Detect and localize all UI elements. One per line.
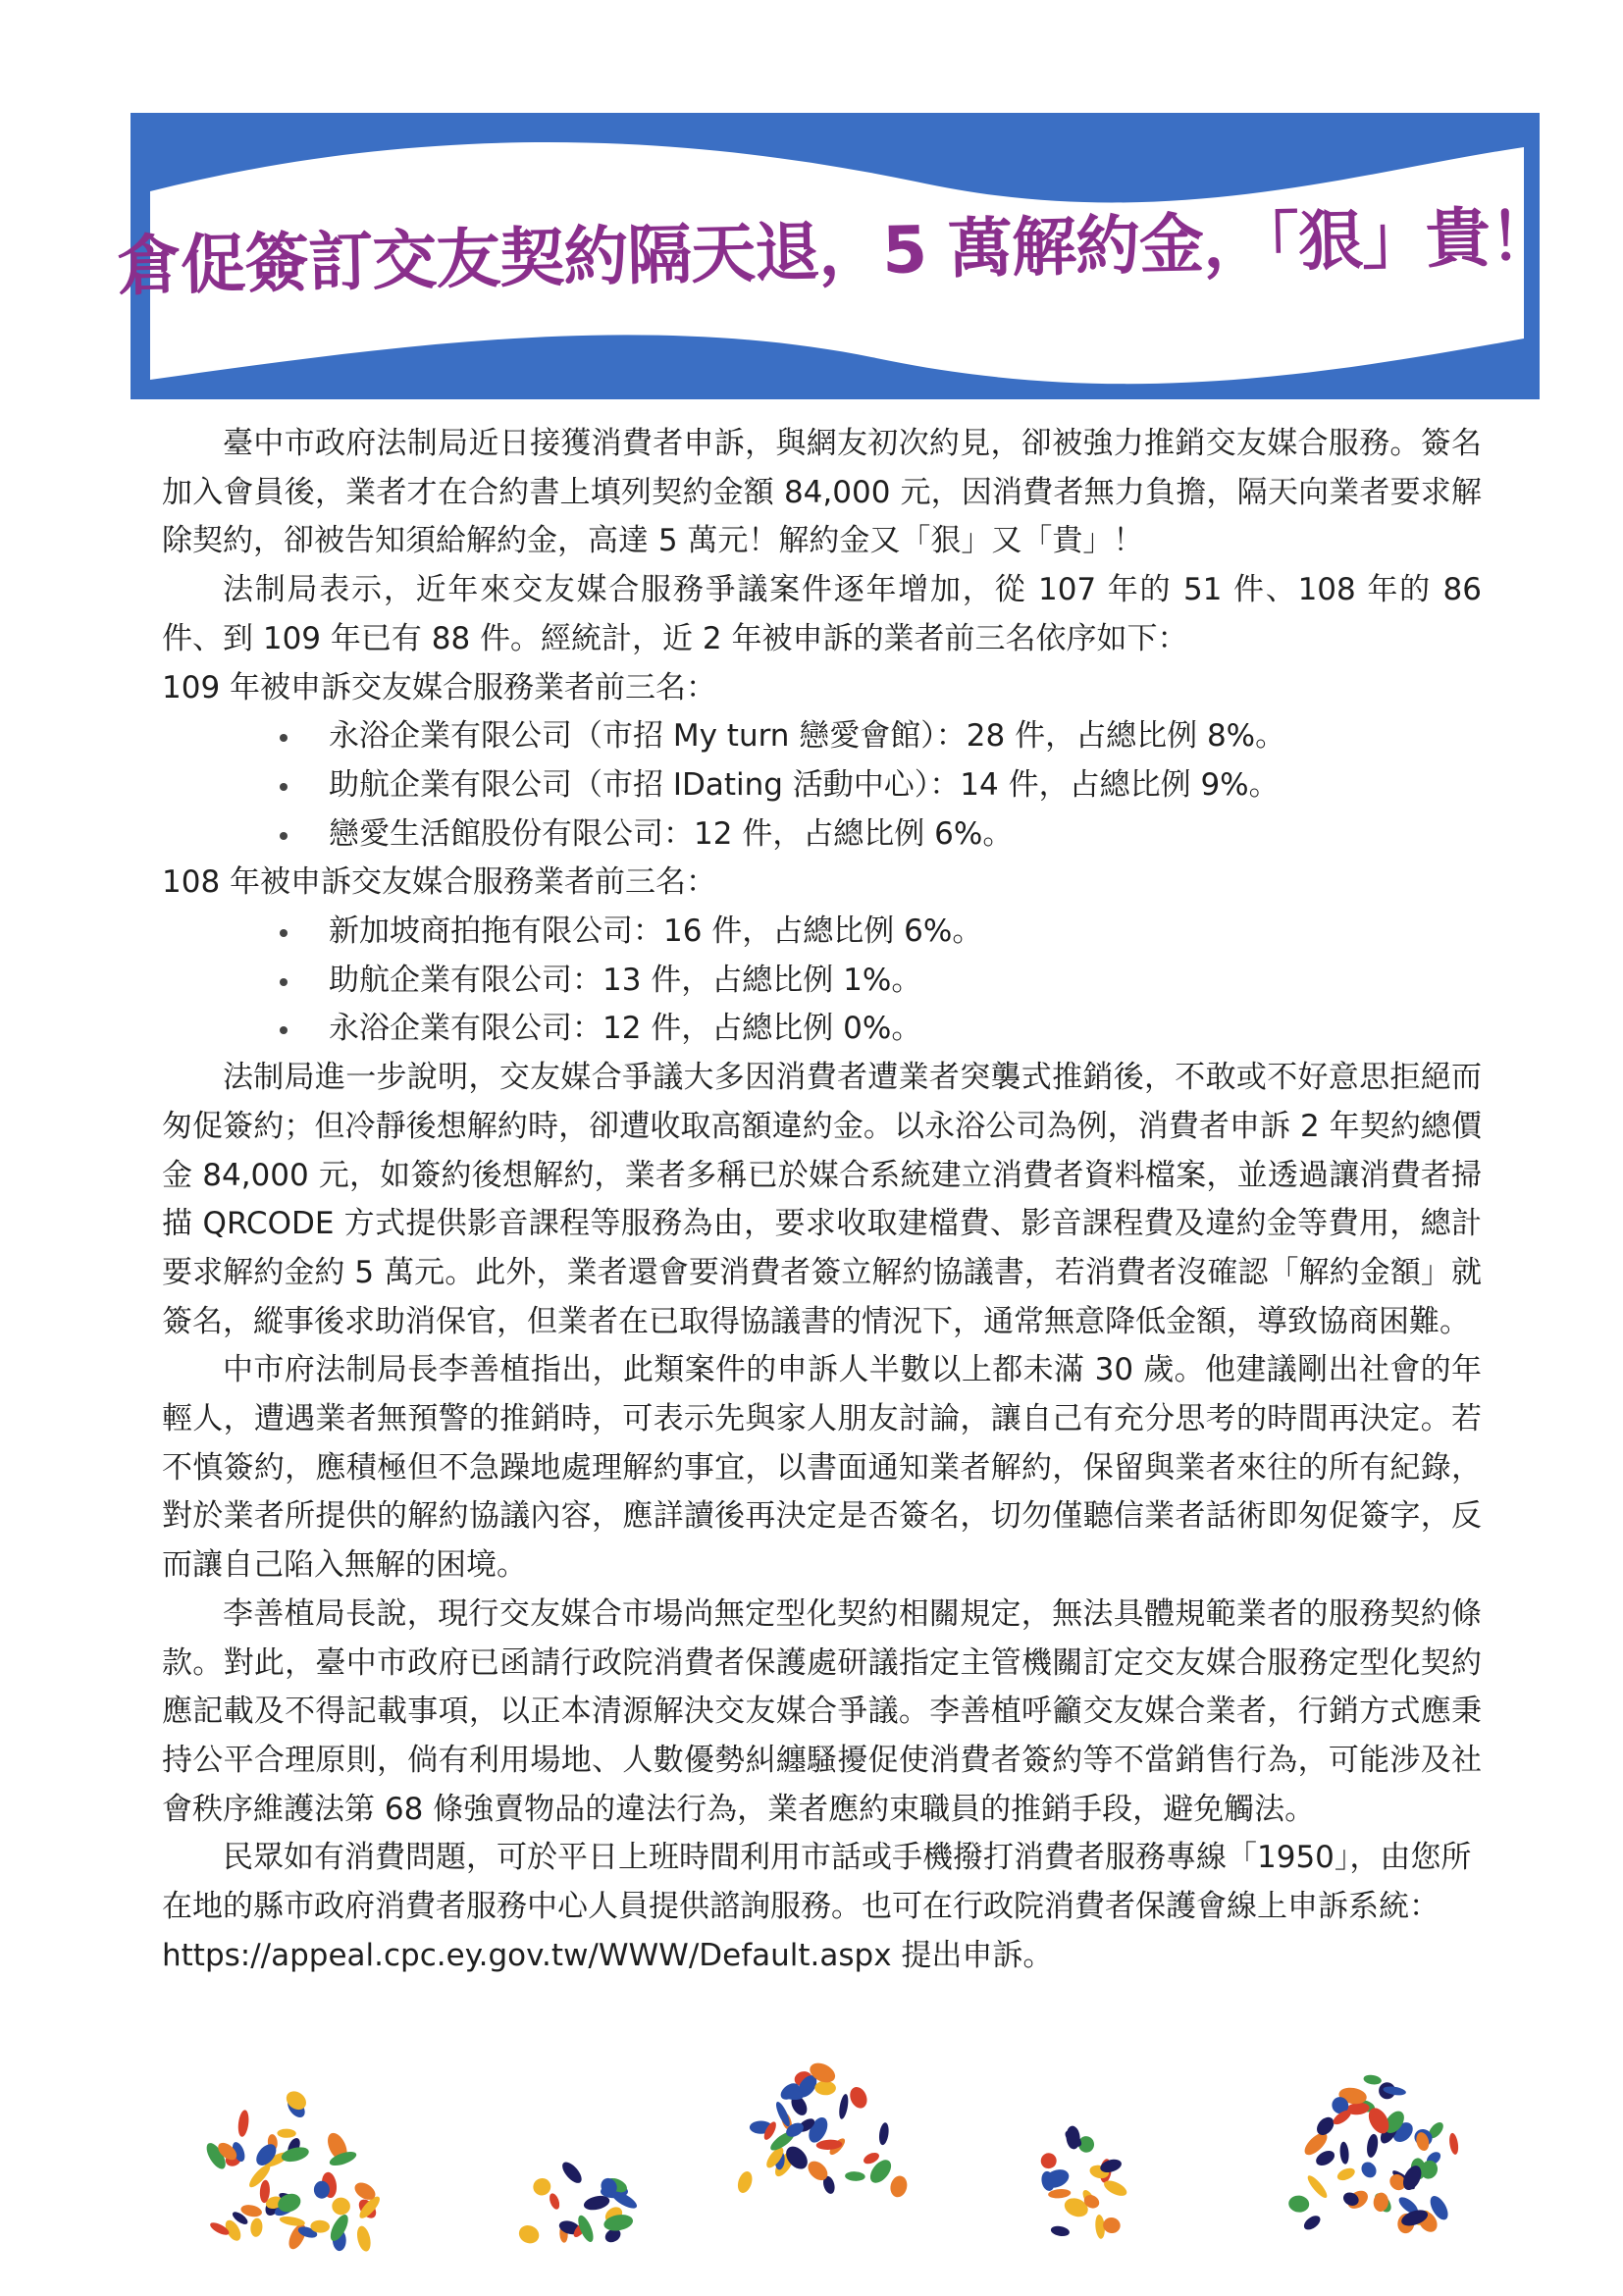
leaf-shape bbox=[1301, 2213, 1323, 2232]
stats-paragraph: 法制局表示，近年來交友媒合服務爭議案件逐年增加，從 107 年的 51 件、108 年的 86 件、到 109 年已有 88 件。經統計，近 2 年被申訴的業者前三名依序如下： bbox=[162, 572, 1482, 656]
list-108-heading: 108 年被申訴交友媒合服務業者前三名： bbox=[162, 864, 717, 901]
leaf-shape bbox=[838, 2093, 850, 2119]
page-title: 倉促簽訂交友契約隔天退，5 萬解約金，「狠」貴！ bbox=[116, 198, 1554, 304]
title-banner bbox=[116, 113, 1554, 399]
leaf-shape bbox=[1363, 2074, 1383, 2086]
leaf-cluster-icon bbox=[515, 2139, 643, 2247]
regulation-paragraph: 李善植局長說，現行交友媒合市場尚無定型化契約相關規定，無法具體規範業者的服務契約條款。對此，臺中市政府已函請行政院消費者保護處研議指定主管機關訂定交友媒合服務定型化契約應記載及不得記載事項，以正本清源解決交友媒合爭議。李善植呼籲交友媒合業者，行銷方式應秉持公平合理原則，倘有利用場地、人數優勢糾纏騷擾促使消費者簽約等不當銷售行為，可能涉及社會秩序維護法第 68 條強賣物品的違法行為，業者應約束職員的推銷手段，避免觸法。 bbox=[162, 1595, 1482, 1827]
leaf-shape bbox=[355, 2224, 373, 2252]
leaf-shape bbox=[773, 2100, 792, 2127]
leaf-shape bbox=[277, 2128, 296, 2138]
leaf-shape bbox=[1365, 2133, 1379, 2159]
leaf-shape bbox=[845, 2171, 865, 2182]
leaf-shape bbox=[1287, 2195, 1310, 2214]
leaf-shape bbox=[548, 2192, 561, 2211]
leaf-shape bbox=[236, 2110, 249, 2138]
list-109 bbox=[162, 712, 1482, 859]
leaf-cluster-icon bbox=[1016, 2124, 1143, 2242]
leaf-shape bbox=[878, 2122, 890, 2146]
leaf-shape bbox=[531, 2175, 553, 2198]
leaf-shape bbox=[286, 2221, 309, 2252]
leaf-shape bbox=[735, 2169, 755, 2195]
explanation-paragraph: 法制局進一步說明，交友媒合爭議大多因消費者遭業者突襲式推銷後，不敢或不好意思拒絕而匆促簽約；但冷靜後想解約時，卻遭收取高額違約金。以永浴公司為例，消費者申訴 2 年契約總價金 84,000 元，如簽約後想解約，業者多稱已於媒合系統建立消費者資料檔案，並透過讓消費者掃描 QRCODE 方式提供影音課程等服務為由，要求收取建檔費、影音課程費及違約金等費用，總計要求解約金約 5 萬元。此外，業者還會要消費者簽立解約協議書，若消費者沒確認「解約金額」就簽名，縱事後求助消保官，但業者在已取得協議書的情況下，通常無意降低金額，導致協商困難。 bbox=[162, 1060, 1482, 1339]
list-item: 永浴企業有限公司：12 件，占總比例 0%。 bbox=[329, 1005, 1482, 1054]
leaf-cluster-icon bbox=[182, 2085, 388, 2252]
leaf-shape bbox=[314, 2181, 330, 2199]
leaf-shape bbox=[1339, 2141, 1350, 2165]
leaf-shape bbox=[559, 2159, 586, 2186]
list-108 bbox=[162, 908, 1482, 1054]
list-item: 戀愛生活館股份有限公司：12 件，占總比例 6%。 bbox=[329, 810, 1482, 860]
list-109-heading: 109 年被申訴交友媒合服務業者前三名： bbox=[162, 669, 717, 705]
leaf-shape bbox=[1335, 2166, 1357, 2182]
leaf-shape bbox=[1050, 2224, 1071, 2237]
leaf-cluster-icon bbox=[731, 2061, 913, 2208]
leaf-shape bbox=[814, 2081, 836, 2096]
intro-paragraph: 臺中市政府法制局近日接獲消費者申訴，與網友初次約見，卻被強力推銷交友媒合服務。簽名加入會員後，業者才在合約書上填列契約金額 84,000 元，因消費者無力負擔，隔天向業者要求解除契約，卻被告知須給解約金，高達 5 萬元！解約金又「狠」又「貴」！ bbox=[162, 426, 1482, 559]
leaf-shape bbox=[1038, 2150, 1060, 2171]
leaf-shape bbox=[1448, 2132, 1460, 2155]
list-item: 助航企業有限公司：13 件，占總比例 1%。 bbox=[329, 957, 1482, 1006]
leaf-shape bbox=[516, 2222, 542, 2247]
leaf-shape bbox=[888, 2174, 909, 2199]
leaf-shape bbox=[1358, 2159, 1379, 2180]
list-item: 新加坡商拍拖有限公司：16 件，占總比例 6%。 bbox=[329, 908, 1482, 957]
list-item: 助航企業有限公司（市招 IDating 活動中心）：14 件，占總比例 9%。 bbox=[329, 761, 1482, 810]
leaf-shape bbox=[847, 2084, 870, 2111]
leaf-shape bbox=[1305, 2173, 1330, 2201]
leaf-shape bbox=[249, 2218, 263, 2237]
contact-paragraph: 民眾如有消費問題，可於平日上班時間利用市話或手機撥打消費者服務專線「1950」，由您所在地的縣市政府消費者服務中心人員提供諮詢服務。也可在行政院消費者保護會線上申訴系統：https://appeal.cpc.ey.gov.tw/WWW/Default.aspx 提出申訴。 bbox=[162, 1840, 1472, 1973]
leaf-shape bbox=[1102, 2216, 1122, 2234]
leaf-shape bbox=[331, 2196, 351, 2216]
director-advice-paragraph: 中市府法制局長李善植指出，此類案件的申訴人半數以上都未滿 30 歲。他建議剛出社會的年輕人，遭遇業者無預警的推銷時，可表示先與家人朋友討論，讓自己有充分思考的時間再決定。若不慎簽約，應積極但不急躁地處理解約事宜，以書面通知業者解約，保留與業者來往的所有紀錄，對於業者所提供的解約協議內容，應詳讀後再決定是否簽名，切勿僅聽信業者話術即匆促簽字，反而讓自己陷入無解的困境。 bbox=[162, 1352, 1482, 1584]
footer-decoration bbox=[0, 2046, 1623, 2262]
article-body bbox=[162, 420, 1482, 1981]
leaf-cluster-icon bbox=[1281, 2065, 1492, 2237]
list-item: 永浴企業有限公司（市招 My turn 戀愛會館）：28 件，占總比例 8%。 bbox=[329, 712, 1482, 761]
